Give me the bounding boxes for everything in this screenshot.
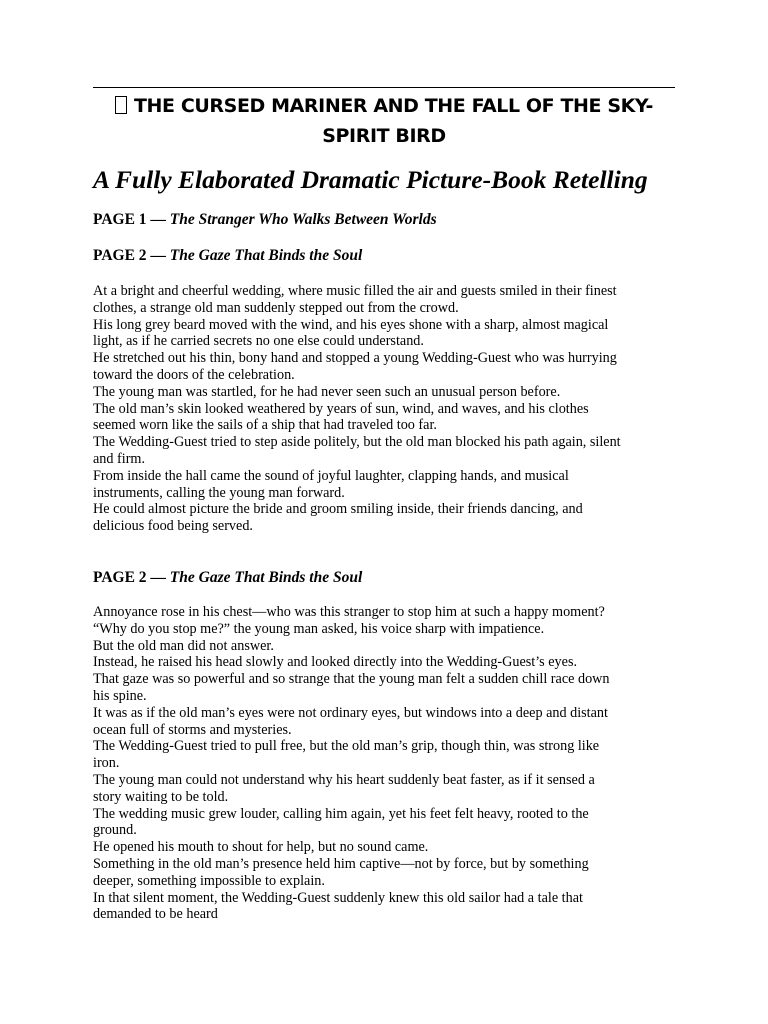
title-line-2: SPIRIT BIRD — [322, 125, 446, 147]
document-subtitle: A Fully Elaborated Dramatic Picture-Book Retelling — [93, 165, 648, 194]
section-heading-page-1 — [93, 210, 437, 230]
text-line: Something in the old man’s presence held him captive—not by force, but by something — [93, 855, 589, 872]
text-line: demanded to be heard — [93, 906, 218, 923]
text-line: iron. — [93, 755, 120, 772]
text-line: The young man could not understand why his heart suddenly beat faster, as if it sensed a — [93, 771, 595, 788]
missing-glyph-icon — [115, 96, 127, 114]
section-page-label: PAGE 2 — — [93, 569, 166, 586]
title-line-1: THE CURSED MARINER AND THE FALL OF THE SKY- — [134, 95, 653, 117]
text-line: That gaze was so powerful and so strange that the young man felt a sudden chill race down — [93, 671, 610, 688]
section-title: The Gaze That Binds the Soul — [169, 569, 363, 586]
text-line: The wedding music grew louder, calling him again, yet his feet felt heavy, rooted to the — [93, 805, 589, 822]
top-horizontal-rule — [93, 87, 675, 88]
text-line: It was as if the old man’s eyes were not ordinary eyes, but windows into a deep and distant — [93, 704, 608, 721]
text-line: deeper, something impossible to explain. — [93, 872, 325, 889]
text-line: ground. — [93, 822, 137, 839]
text-line: The old man’s skin looked weathered by years of sun, wind, and waves, and his clothes — [93, 400, 589, 417]
text-line: clothes, a strange old man suddenly stepped out from the crowd. — [93, 299, 459, 316]
text-line: delicious food being served. — [93, 518, 253, 535]
body-paragraph-1 — [93, 283, 675, 535]
text-line: In that silent moment, the Wedding-Guest suddenly knew this old sailor had a tale that — [93, 889, 583, 906]
section-heading-page-2-repeat — [93, 568, 362, 588]
text-line: and firm. — [93, 450, 146, 467]
text-line: toward the doors of the celebration. — [93, 366, 295, 383]
text-line: He opened his mouth to shout for help, but no sound came. — [93, 839, 429, 856]
text-line: The Wedding-Guest tried to pull free, but the old man’s grip, though thin, was strong like — [93, 738, 600, 755]
text-line: But the old man did not answer. — [93, 637, 274, 654]
document-title — [93, 91, 675, 151]
section-title: The Stranger Who Walks Between Worlds — [169, 211, 437, 228]
text-line: The Wedding-Guest tried to step aside politely, but the old man blocked his path again, silent — [93, 434, 621, 451]
section-heading-page-2 — [93, 246, 362, 266]
text-line: He stretched out his thin, bony hand and stopped a young Wedding-Guest who was hurrying — [93, 350, 617, 367]
text-line: seemed worn like the sails of a ship that had traveled too far. — [93, 417, 437, 434]
text-line: Instead, he raised his head slowly and looked directly into the Wedding-Guest’s eyes. — [93, 654, 578, 671]
text-line: From inside the hall came the sound of joyful laughter, clapping hands, and musical — [93, 467, 569, 484]
text-line: ocean full of storms and mysteries. — [93, 721, 292, 738]
text-line: instruments, calling the young man forward. — [93, 484, 345, 501]
body-paragraph-2 — [93, 604, 675, 923]
text-line: “Why do you stop me?” the young man asked, his voice sharp with impatience. — [93, 620, 545, 637]
section-page-label: PAGE 1 — — [93, 211, 166, 228]
text-line: His long grey beard moved with the wind, and his eyes shone with a sharp, almost magical — [93, 316, 609, 333]
section-page-label: PAGE 2 — — [93, 247, 166, 264]
section-title: The Gaze That Binds the Soul — [169, 247, 363, 264]
text-line: He could almost picture the bride and groom smiling inside, their friends dancing, and — [93, 501, 583, 518]
text-line: The young man was startled, for he had never seen such an unusual person before. — [93, 383, 561, 400]
text-line: his spine. — [93, 687, 147, 704]
text-line: light, as if he carried secrets no one else could understand. — [93, 333, 424, 350]
text-line: At a bright and cheerful wedding, where music filled the air and guests smiled in their finest — [93, 283, 617, 299]
text-line: story waiting to be told. — [93, 788, 229, 805]
text-line: Annoyance rose in his chest—who was this stranger to stop him at such a happy moment? — [93, 604, 605, 620]
